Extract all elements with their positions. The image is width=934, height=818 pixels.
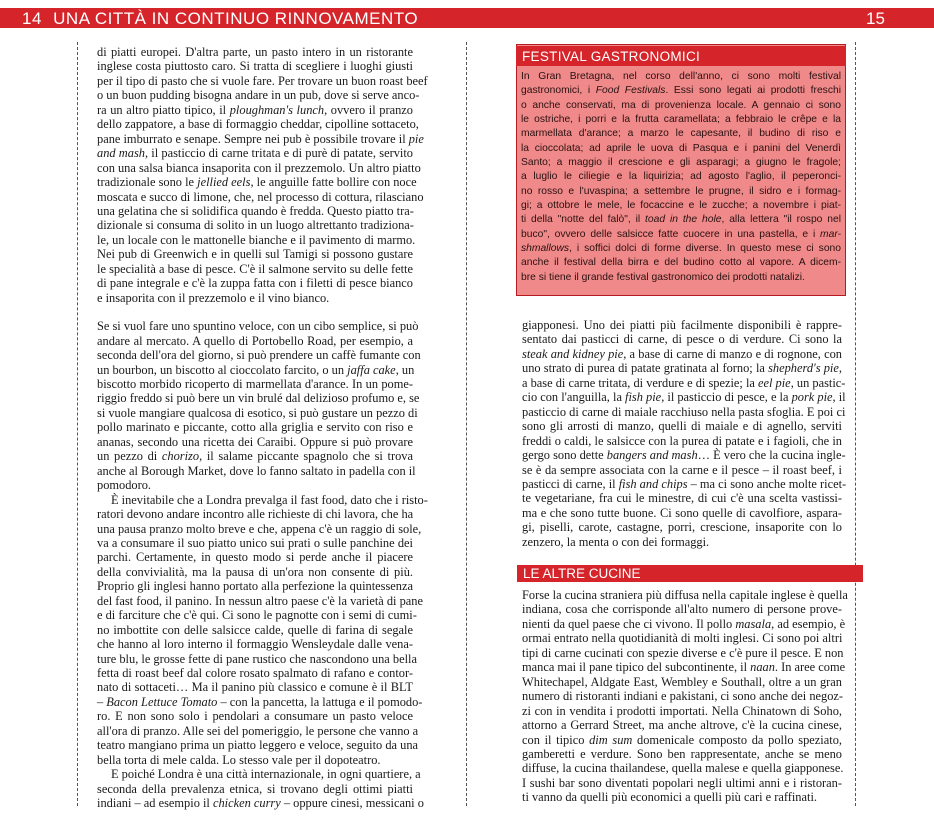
text-line: riggio freddo si può bere un vin brulé dal delizioso profumo e, se <box>97 391 420 406</box>
text-line: va a consumare il suo piatto unico sui prati o sulle panchine dei <box>97 535 413 550</box>
text-line: inglese costa piuttosto caro. Si tratta di scegliere i luoghi giusti <box>97 59 413 74</box>
text-line: e di farciture che c'è qui. Ci sono le pagnotte con i semi di cumi- <box>97 608 417 623</box>
text-line: all'ora di pranzo. Alle sei del pomeriggio, le persone che vanno a <box>97 723 419 738</box>
right-column-top <box>522 318 847 549</box>
text-line: Proprio gli inglesi hanno portato alla perfezione la quintessenza <box>97 579 413 594</box>
text-line: o anche conservati, ma di provenienza locale. A gennaio ci sono <box>521 99 841 111</box>
text-line: gastronomici, i Food Festivals. Essi sono legati ai prodotti freschi <box>521 85 841 97</box>
text-line: una gelatina che si solidifica quando è fredda. Questo piatto tra- <box>97 203 414 218</box>
text-line: con il tipico dim sum domenicale composto da pollo speziato, <box>522 732 842 747</box>
text-line: per il tipo di pasto che si vuole fare. Per trovare un buon roast beef <box>97 73 428 88</box>
text-line: a base di carne tritata, di verdure e di spezie; la eel pie, un pastic- <box>522 375 846 390</box>
center-rule <box>466 42 467 806</box>
text-line: pasticci di carne, il fish and chips – ma ci sono anche molte ricet- <box>522 476 847 491</box>
text-line: o un buon pudding bisogna andare in un pub, dove si serve anco- <box>97 88 420 103</box>
section-title: LE ALTRE CUCINE <box>517 565 863 582</box>
text-line: tradizionale sono le jellied eels, le anguille fatte bollire con noce <box>97 175 417 190</box>
text-line: Se si vuol fare uno spuntino veloce, con un cibo semplice, si può <box>97 319 419 334</box>
text-line: ormai entrato nella quotidianità di molti inglesi. Ci sono poi altri <box>522 631 843 646</box>
right-paragraph <box>522 588 848 805</box>
text-line: no rosso e l'uvaspina; a settembre le prugne, il sidro e i formag- <box>521 185 841 197</box>
left-paragraph <box>97 767 424 811</box>
text-line: parchi. Certamente, in questo modo si perde anche il piacere <box>97 550 413 565</box>
right-page-number: 15 <box>866 9 885 28</box>
text-line: – Bacon Lettuce Tomato – con la pancetta, la lattuga e il pomodo- <box>97 694 423 709</box>
text-line: buco", ovvero delle salsicce fatte cuocere in una pastella, e i mar- <box>521 228 841 240</box>
text-line: gergo sono dette bangers and mash… È vero che la cucina ingle- <box>522 448 846 463</box>
text-line: un bourbon, un biscotto al cioccolato farcito, o un jaffa cake, un <box>97 362 415 377</box>
text-line: ratori devono andare incontro alle richieste di chi lavora, che ha <box>97 507 414 522</box>
text-line: dello zappatore, a base di formaggio cheddar, cipolline sottaceto, <box>97 117 419 132</box>
text-line: Forse la cucina straniera più diffusa nella capitale inglese è quella <box>522 588 848 602</box>
sidebar-text <box>521 70 841 285</box>
text-line: manca mai il pane tipico del subcontinente, il naan. In aree come <box>522 660 846 675</box>
text-line: ra un altro piatto tipico, il ploughman's lunch, ovvero il pranzo <box>97 102 413 117</box>
text-line: ma e che sono tutte buone. Ci sono quelle di cavolfiore, aspara- <box>522 505 842 520</box>
text-line: le ostriche, i porri e la frutta caramellata; a febbraio le crêpe e la <box>521 114 841 126</box>
left-paragraph <box>97 45 428 305</box>
text-line: fetta di roast beef dal colore rosato spalmato di rafano e contor- <box>97 666 413 681</box>
left-margin-rule <box>77 42 78 806</box>
text-line: nato di sottaceti… Ma il panino più classico e comune è il BLT <box>97 680 413 695</box>
text-line: ti della "notte del falò", il toad in the hole, alla lettera "il rospo nel <box>521 214 841 226</box>
text-line: pasticcio di carne di maiale racchiuso nella pasta sfoglia. E poi ci <box>522 404 846 419</box>
text-line: bre si tiene il grande festival gastronomico dei prodotti natalizi. <box>521 271 805 283</box>
text-line: la cioccolata; ad aprile le uova di Pasqua e i panini del Venerdì <box>521 142 841 154</box>
text-line: shmallows, i soffici dolci di forme diverse. In questo mese ci sono <box>521 243 841 255</box>
text-line: indiana, cosa che corrisponde all'alto numero di persone prove- <box>522 602 842 617</box>
text-line: In Gran Bretagna, nel corso dell'anno, ci sono molti festival <box>521 71 841 82</box>
right-column-bottom <box>522 588 848 805</box>
text-line: di pane integrale e c'è la zuppa fatta con i filetti di pesce bianco <box>97 276 413 291</box>
text-line: moscata e succo di limone, che, nel processo di cottura, rilasciano <box>97 189 424 204</box>
text-line: bella torta di mele calda. Lo stesso vale per il dopoteatro. <box>97 752 381 767</box>
text-line: dizionale si consuma di solito in un luogo altrettanto tradiziona- <box>97 218 414 233</box>
text-line: e insaporita con il prezzemolo e il vino bianco. <box>97 290 330 305</box>
text-line: del fast food, il panino. In nessun altro paese c'è la varietà di pane <box>97 593 423 608</box>
text-line: pollo marinato e piccante, cotto alla griglia e servito con riso e <box>97 420 413 435</box>
text-line: teatro mangiano prima un piatto leggero e veloce, seguito da una <box>97 738 419 753</box>
text-line: con una salsa bianca insaporita con il prezzemolo. Un altro piatto <box>97 160 421 175</box>
running-header <box>22 8 418 28</box>
text-line: le, un locale con le mattonelle bianche e il pavimento di marmo. <box>97 232 416 247</box>
text-line: anche il festival della birra e del budino cotto al vapore. A dicem- <box>521 257 841 269</box>
text-line: sentato dai pasticci di carne, di pesce o di verdure. Ci sono la <box>522 332 842 347</box>
text-line: se è da sempre associata con la carne e il pesce – il roast beef, i <box>522 462 842 477</box>
text-line: attorno a Gerrard Street, ma anche altrove, c'è la cucina cinese, <box>522 718 842 733</box>
text-line: le specialità a base di pesce. C'è il salmone servito su delle fette <box>97 261 413 276</box>
text-line: zenzero, la menta o con dei formaggi. <box>522 534 710 549</box>
right-paragraph <box>522 318 847 549</box>
left-paragraph <box>97 319 421 493</box>
text-line: ananas, secondo una ricetta dei Caraibi. Oppure si può provare <box>97 434 413 449</box>
text-line: and mash, il pasticcio di carne tritata e di purè di patate, servito <box>97 146 413 161</box>
text-line: che hanno al loro interno il formaggio Wensleydale dalle vena- <box>97 637 413 652</box>
text-line: pomodoro. <box>97 478 152 493</box>
text-line: giapponesi. Uno dei piatti più facilmente disponibili è rappre- <box>522 318 842 332</box>
text-line: sono gli arrosti di manzo, quelli di maiale e di agnello, serviti <box>522 419 842 434</box>
text-line: gi; a ottobre le mele, le focaccine e le zucche; a novembre i piat- <box>521 200 841 212</box>
text-line: E poiché Londra è una città internazionale, in ogni quartiere, a <box>111 767 421 782</box>
text-line: freddi o caldi, le salsicce con la purea di patate e i fagioli, che in <box>522 433 842 448</box>
text-line: ture blu, le grosse fette di pane rustico che nascondono una bella <box>97 651 417 666</box>
text-line: È inevitabile che a Londra prevalga il fast food, dato che i risto- <box>111 492 428 507</box>
text-line: si vuole mangiare qualcosa di esotico, si può gustare un pezzo di <box>97 405 418 420</box>
text-line: gi, piselli, carote, castagne, porri, crescione, insaporite con lo <box>522 520 842 535</box>
text-line: pane imburrato e senape. Sempre nei pub è possibile trovare il pie <box>97 131 424 146</box>
text-line: zi con in vendita i prodotti importati. Nella Chinatown di Soho, <box>522 703 842 718</box>
text-line: ro. E non sono solo i pendolari a consumare un pasto veloce <box>97 709 413 724</box>
text-line: seconda della prevalenza etnica, si trovano degli ottimi piatti <box>97 781 413 796</box>
text-line: indiani – ad esempio il chicken curry – oppure cinesi, messicani o <box>97 796 424 811</box>
text-line: steak and kidney pie, a base di carne di manzo e di rognone, con <box>522 346 842 361</box>
sidebar-title: FESTIVAL GASTRONOMICI <box>516 46 846 66</box>
text-line: diffuse, la cucina thailandese, quella malese e quella giapponese. <box>522 761 844 776</box>
text-line: marmellata d'arance; a marzo le capesante, il budino di riso e <box>521 128 841 140</box>
text-line: uno strato di purea di patate gratinata al forno; la shepherd's pie, <box>522 361 842 376</box>
text-line: anche al Borough Market, dove lo fanno saltato in padella con il <box>97 463 416 478</box>
text-line: te vegetariane, fra cui le minestre, di cui c'è una scelta vastissi- <box>522 491 842 506</box>
text-line: nienti da quel paese che ci vivono. Il pollo masala, ad esempio, è <box>522 616 846 631</box>
left-paragraph <box>97 492 428 768</box>
text-line: numero di ristoranti indiani e pakistani, ci sono anche dei negoz- <box>522 689 844 704</box>
text-line: una pausa pranzo molto breve e che, appena c'è un raggio di sole, <box>97 521 422 536</box>
text-line: un pezzo di chorizo, il salame piccante spagnolo che si trova <box>97 449 413 464</box>
text-line: Nei pub di Greenwich e in quelli sul Tamigi si possono gustare <box>97 247 413 262</box>
text-line: della convivialità, ma la pausa di un'ora non consente di più. <box>97 564 413 579</box>
text-line: gamberetti e verdure. Sono ben rappresentate, anche se meno <box>522 746 842 761</box>
text-line: di piatti europei. D'altra parte, un pasto intero in un ristorante <box>97 45 413 59</box>
text-line: ti vanno da quelli più economici a quelli più cari e raffinati. <box>522 790 817 805</box>
text-line: seconda dell'ora del giorno, si può prendere un caffè fumante con <box>97 348 421 363</box>
text-line: tipi di carne cucinati con spezie diverse e c'è pure il pesce. E non <box>522 645 844 660</box>
right-margin-rule <box>855 42 856 806</box>
left-page-number: 14 <box>22 9 42 28</box>
text-line: no imbottite con delle salsicce calde, quelle di farina di segale <box>97 622 413 637</box>
running-title: UNA CITTÀ IN CONTINUO RINNOVAMENTO <box>53 9 419 28</box>
text-line: andare al mercato. A quello di Portobello Road, per esempio, a <box>97 333 413 348</box>
text-line: Santo; a maggio il crescione e gli asparagi; a giugno le fragole; <box>521 157 841 169</box>
text-line: biscotto morbido ricoperto di marmellata d'arance. In un pome- <box>97 376 413 391</box>
text-line: a luglio le ciliegie e la liquirizia; ad agosto l'aglio, il peperonci- <box>521 171 841 183</box>
text-line: I sushi bar sono diventati popolari negli ultimi anni e i ristoran- <box>522 775 842 790</box>
left-column <box>97 45 428 811</box>
text-line: Whitechapel, Aldgate East, Wembley e Southall, oltre a un gran <box>522 674 842 689</box>
text-line: cio con l'anguilla, la fish pie, il pasticcio di pesce, e la pork pie, il <box>522 390 846 405</box>
